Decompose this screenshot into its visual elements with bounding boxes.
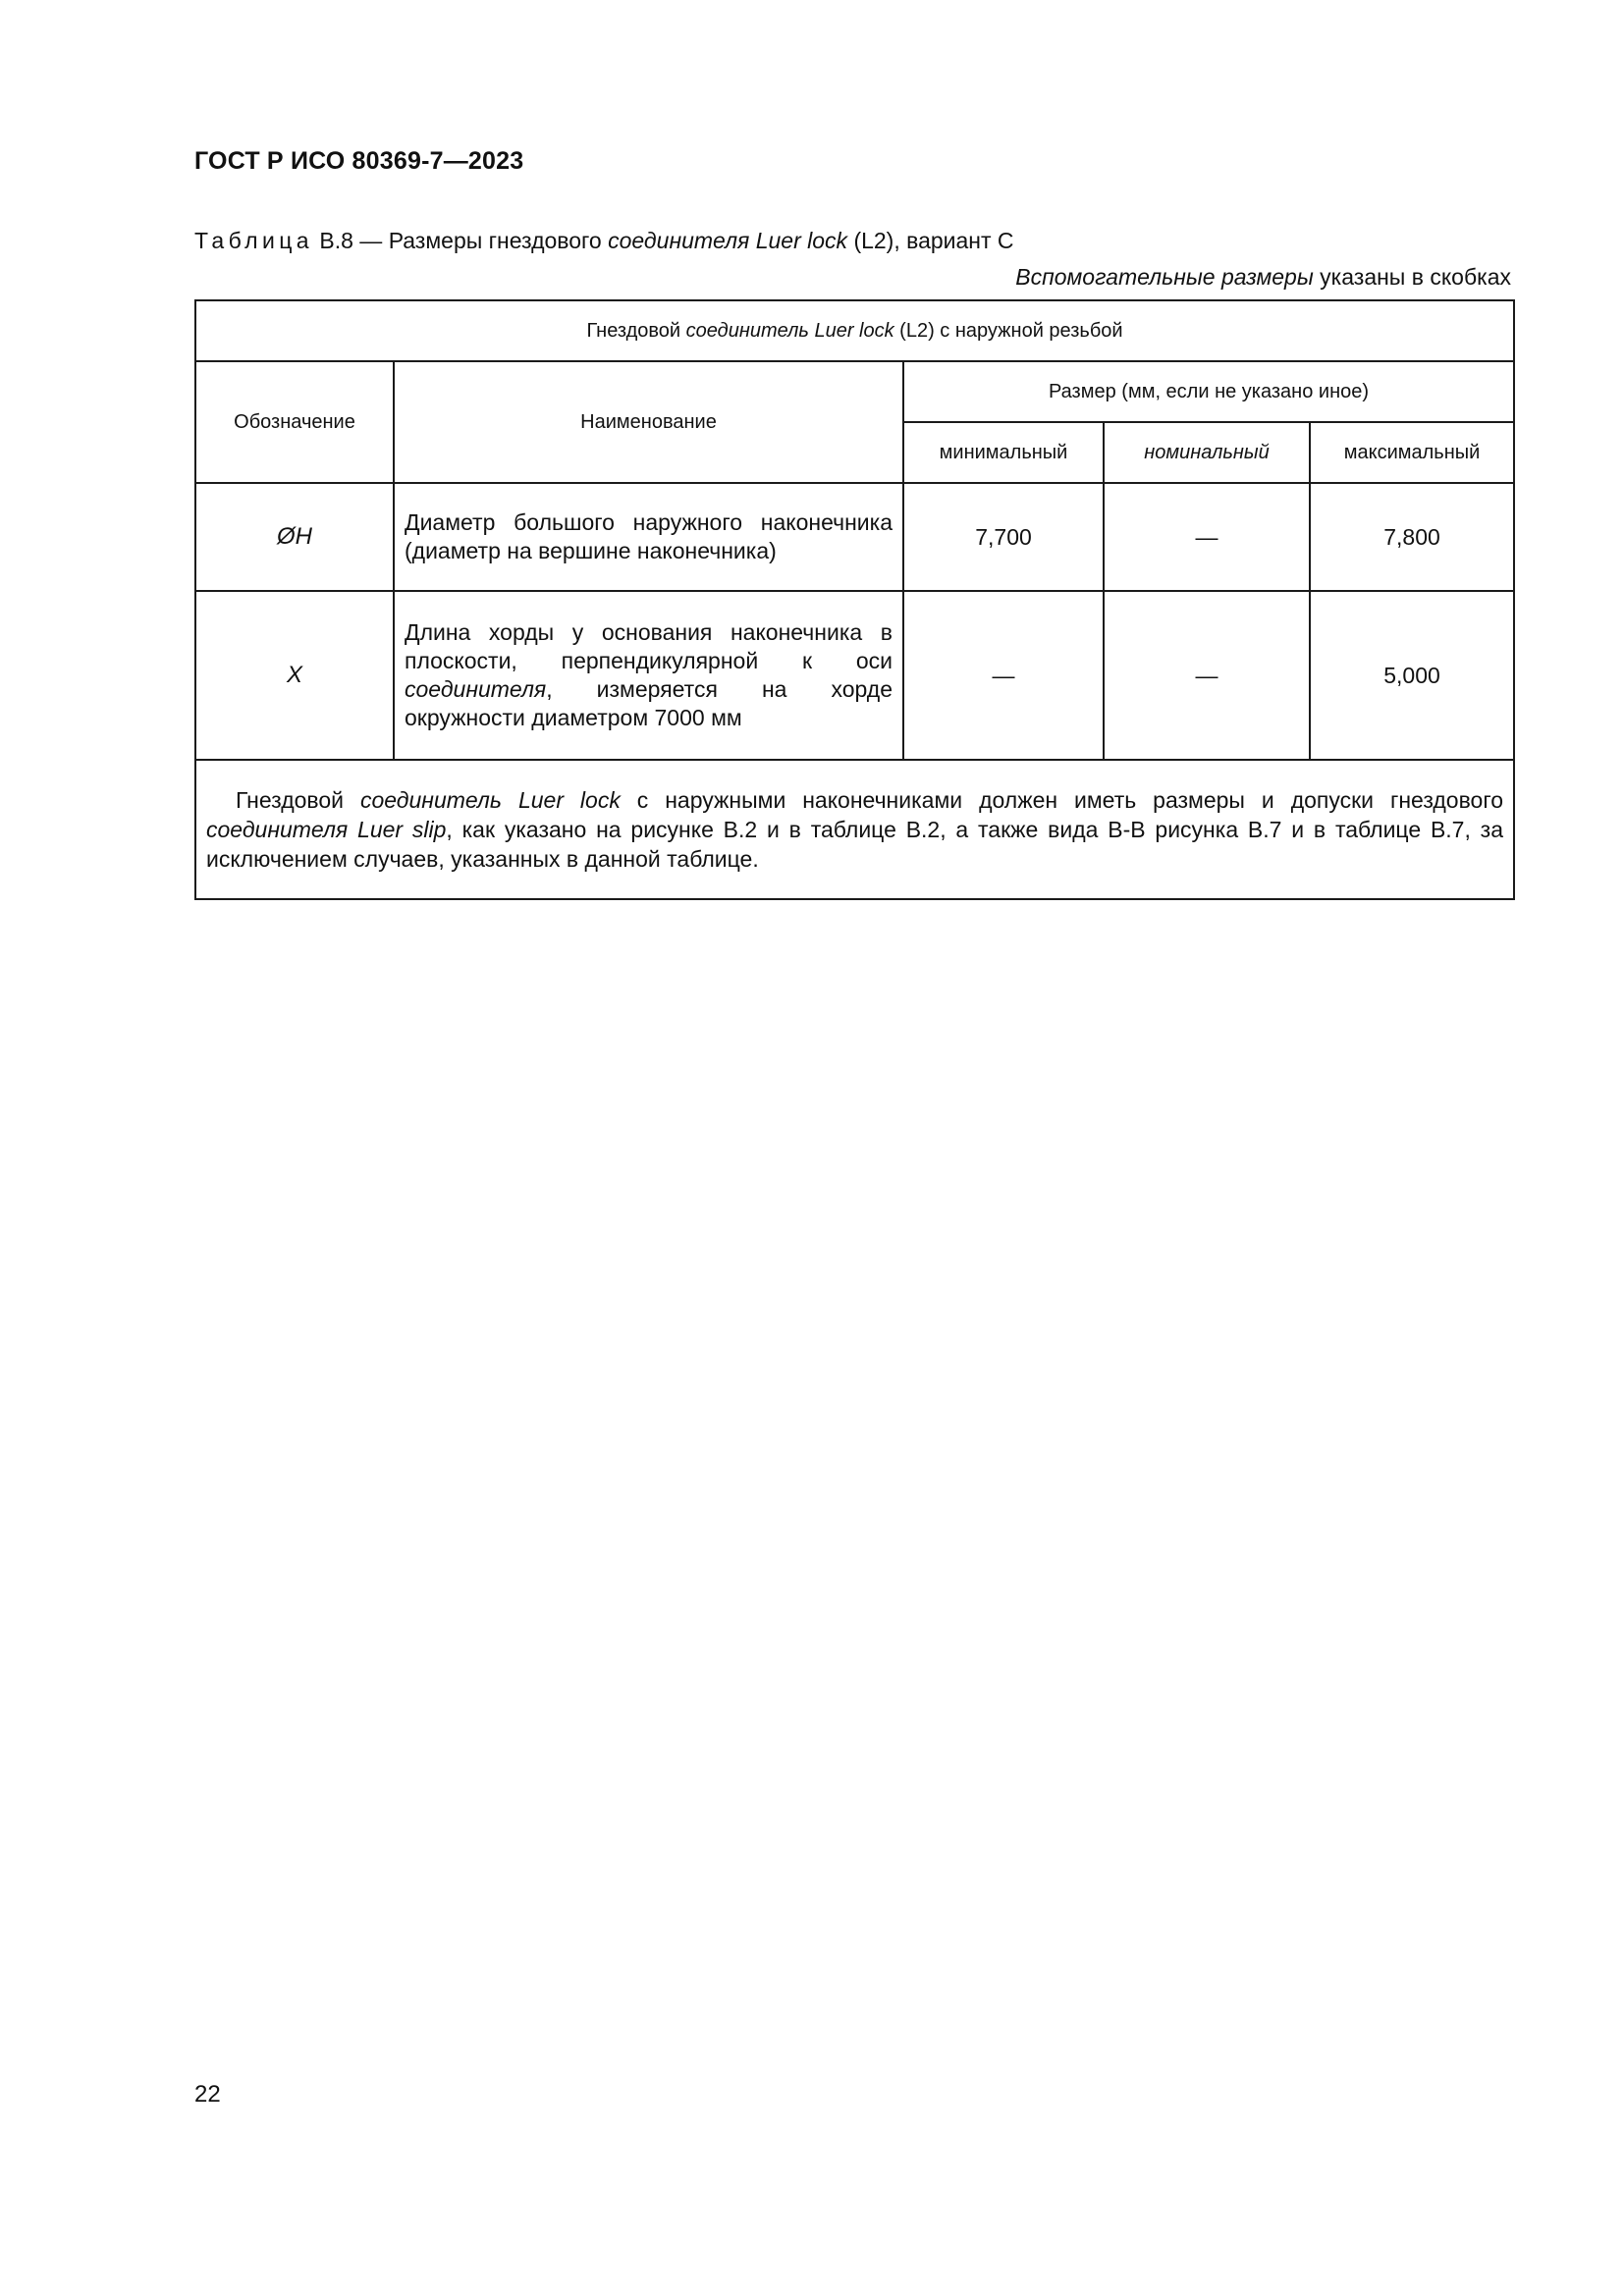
column-header-nom-text: номинальный <box>1144 441 1270 463</box>
table-footnote <box>195 760 1514 899</box>
table-title-italic: соединитель Luer lock <box>685 319 894 342</box>
column-header-min: минимальный <box>903 422 1104 483</box>
row-min: 7,700 <box>903 483 1104 591</box>
row-name-before: Длина хорды у основания наконечника в плоскости, перпендикулярной к оси <box>405 619 893 673</box>
caption-text-italic: соединителя Luer lock <box>608 228 848 253</box>
row-designation: X <box>195 591 394 760</box>
row-min: — <box>903 591 1104 760</box>
column-header-size-group: Размер (мм, если не указано иное) <box>903 361 1514 422</box>
footnote-p3: , как указано на рисунке В.2 и в таблице В.2, а также вида В-В рисунка В.7 и в таблице В.7, за исключением случаев, указанных в данной таблице. <box>206 817 1504 872</box>
row-name-italic: соединителя <box>405 676 547 702</box>
footnote-i1: соединитель Luer lock <box>359 787 621 813</box>
column-header-name: Наименование <box>394 361 903 483</box>
column-header-designation: Обозначение <box>195 361 394 483</box>
column-header-nom <box>1104 422 1310 483</box>
table-title-before: Гнездовой <box>586 319 681 342</box>
caption-label: Таблица <box>194 228 313 253</box>
row-max: 7,800 <box>1310 483 1514 591</box>
auxiliary-dimensions-note <box>1015 264 1511 291</box>
table-title-after: (L2) с наружной резьбой <box>899 319 1123 342</box>
footnote-i2: соединителя Luer slip <box>206 817 447 842</box>
caption-dash: — <box>359 228 383 253</box>
dimensions-table-wrapper <box>194 299 1513 900</box>
footnote-p2: с наружными наконечниками должен иметь размеры и допуски гнездового <box>636 787 1504 813</box>
document-header: ГОСТ Р ИСО 80369-7—2023 <box>194 147 524 175</box>
dimensions-table <box>194 299 1515 900</box>
note-plain: указаны в скобках <box>1320 264 1511 290</box>
table-row <box>195 591 1514 760</box>
column-header-max: максимальный <box>1310 422 1514 483</box>
note-italic: Вспомогательные размеры <box>1015 264 1314 290</box>
page-number: 22 <box>194 2081 221 2108</box>
row-name-after: , измеряется на хорде окружности диаметром 7000 мм <box>405 676 893 730</box>
table-row <box>195 483 1514 591</box>
footnote-p1: Гнездовой <box>236 787 345 813</box>
caption-text-before: Размеры гнездового <box>388 228 602 253</box>
table-caption <box>194 228 1014 254</box>
row-designation: ØН <box>195 483 394 591</box>
row-name <box>394 591 903 760</box>
row-nom: — <box>1104 591 1310 760</box>
caption-text-after: (L2), вариант С <box>853 228 1014 253</box>
caption-number: В.8 <box>319 228 353 253</box>
row-name: Диаметр большого наружного наконечника (диаметр на вершине наконечника) <box>394 483 903 591</box>
table-title <box>195 300 1514 361</box>
row-max: 5,000 <box>1310 591 1514 760</box>
row-nom: — <box>1104 483 1310 591</box>
